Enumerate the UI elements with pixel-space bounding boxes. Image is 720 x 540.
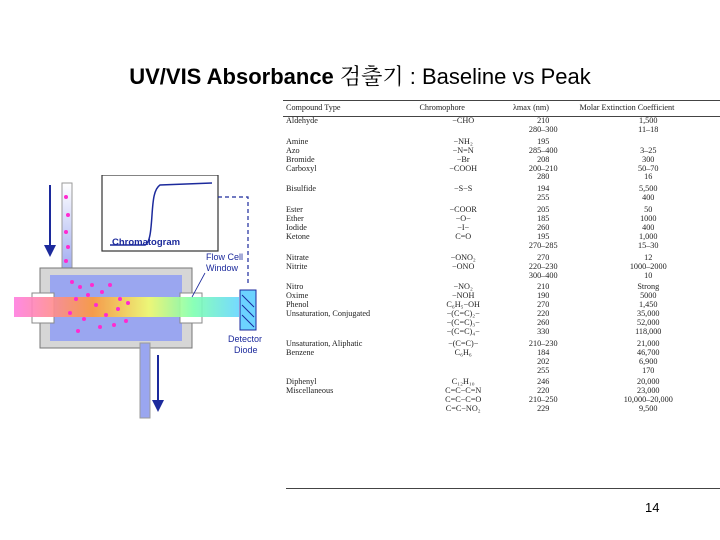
cell-chromophore xyxy=(416,272,510,281)
cell-molar-extinction: 11–18 xyxy=(638,124,659,134)
cell-lambda-max: 330 xyxy=(537,326,550,336)
table-row xyxy=(283,337,720,349)
cell-chromophore xyxy=(416,126,510,135)
cell-molar-extinction: 300 xyxy=(642,154,655,164)
cell-molar-extinction: 20,000 xyxy=(636,377,660,387)
cell-molar-extinction: 6,900 xyxy=(639,356,658,366)
cell-chromophore: −(C=C)₂− xyxy=(446,309,480,319)
cell-compound-type xyxy=(283,173,416,182)
table-row xyxy=(283,135,720,147)
cell-chromophore: C₆H₅−OH xyxy=(446,300,480,310)
cell-lambda-max: 255 xyxy=(537,365,550,375)
table-row xyxy=(283,358,720,367)
cell-molar-extinction: 1000–2000 xyxy=(629,261,667,271)
cell-molar-extinction: 118,000 xyxy=(635,326,662,336)
cell-molar-extinction: 15–30 xyxy=(638,240,659,250)
cell-lambda-max: 190 xyxy=(537,291,550,301)
cell-chromophore xyxy=(416,173,510,182)
table-row xyxy=(283,215,720,224)
cell-chromophore: C=C−C=N xyxy=(445,386,482,396)
cell-lambda-max: 220–230 xyxy=(528,261,558,271)
cell-chromophore xyxy=(416,242,510,251)
cell-lambda-max: 270 xyxy=(537,252,550,262)
cell-chromophore: C=C−NO₂ xyxy=(445,404,481,414)
window-label: Window xyxy=(206,263,239,273)
cell-compound-type: Nitrite xyxy=(286,261,308,271)
cell-chromophore: −NOH xyxy=(452,291,475,301)
cell-compound-type: Ether xyxy=(286,214,304,224)
title-bold: UV/VIS Absorbance xyxy=(129,64,334,89)
cell-compound-type: Bisulfide xyxy=(286,184,317,194)
flow-cell-diagram xyxy=(0,175,290,420)
table-header-row xyxy=(283,101,720,117)
cell-compound-type xyxy=(283,367,416,376)
diode-label: Diode xyxy=(234,345,258,355)
inlet-arrow xyxy=(44,185,56,257)
table-row xyxy=(283,242,720,251)
cell-molar-extinction: 21,000 xyxy=(636,338,660,348)
header-lambda-max: λmax (nm) xyxy=(512,103,549,112)
cell-chromophore: −(C=C)₃− xyxy=(446,318,480,328)
cell-compound-type xyxy=(283,396,416,405)
table-row xyxy=(283,126,720,135)
outlet-arrow xyxy=(152,355,164,412)
cell-molar-extinction: 400 xyxy=(642,193,655,203)
cell-lambda-max: 270–285 xyxy=(528,240,558,250)
cell-chromophore: −O− xyxy=(455,214,471,224)
table-body xyxy=(283,117,720,415)
cell-compound-type: Amine xyxy=(286,136,309,146)
cell-chromophore: −ONO₂ xyxy=(450,252,476,262)
cell-compound-type: Ester xyxy=(286,205,303,215)
cell-lambda-max: 195 xyxy=(537,231,550,241)
chromatogram-label: Chromatogram xyxy=(112,237,181,248)
cell-lambda-max: 260 xyxy=(537,318,550,328)
header-chromophore: Chromophore xyxy=(419,103,465,112)
cell-compound-type: Unsaturation, Conjugated xyxy=(286,309,371,319)
cell-chromophore: −(C=C)− xyxy=(448,338,479,348)
cell-compound-type: Miscellaneous xyxy=(286,386,334,396)
cell-lambda-max: 300–400 xyxy=(528,270,558,280)
table-row xyxy=(283,263,720,272)
cell-molar-extinction: 1,500 xyxy=(639,116,658,125)
cell-chromophore: −NH₂ xyxy=(453,136,473,146)
header-compound-type: Compound Type xyxy=(286,103,341,112)
cell-lambda-max: 210 xyxy=(537,116,550,125)
cell-compound-type: Unsaturation, Aliphatic xyxy=(286,338,363,348)
cell-compound-type xyxy=(283,319,416,328)
table-row xyxy=(283,405,720,414)
table-bottom-rule xyxy=(286,488,720,489)
cell-molar-extinction: 10 xyxy=(644,270,653,280)
cell-chromophore xyxy=(416,358,510,367)
cell-molar-extinction: 5000 xyxy=(640,291,657,301)
cell-compound-type: Carboxyl xyxy=(286,163,317,173)
cell-compound-type: Oxime xyxy=(286,291,309,301)
cell-compound-type: Bromide xyxy=(286,154,315,164)
cell-chromophore: −COOR xyxy=(449,205,477,215)
cell-lambda-max: 255 xyxy=(537,193,550,203)
cell-molar-extinction: 35,000 xyxy=(636,309,660,319)
cell-molar-extinction: 3–25 xyxy=(640,145,657,155)
cell-molar-extinction: 1,450 xyxy=(639,300,658,310)
cell-chromophore: C₆H₆ xyxy=(454,347,472,357)
table-row xyxy=(283,173,720,182)
cell-chromophore: −CHO xyxy=(452,116,475,125)
table-row xyxy=(283,147,720,156)
title-rest: 검출기 : Baseline vs Peak xyxy=(333,64,591,89)
cell-compound-type xyxy=(283,242,416,251)
cell-lambda-max: 194 xyxy=(537,184,550,194)
cell-lambda-max: 195 xyxy=(537,136,550,146)
cell-lambda-max: 280–300 xyxy=(528,124,558,134)
cell-lambda-max: 220 xyxy=(537,386,550,396)
cell-chromophore: −NO₂ xyxy=(453,282,473,292)
cell-molar-extinction: 12 xyxy=(644,252,653,262)
detector-label: Detector xyxy=(228,334,263,344)
cell-lambda-max: 220 xyxy=(537,309,550,319)
cell-molar-extinction: 16 xyxy=(644,172,653,182)
cell-compound-type: Benzene xyxy=(286,347,315,357)
cell-molar-extinction xyxy=(577,135,720,147)
cell-molar-extinction: 52,000 xyxy=(636,318,660,328)
light-beam xyxy=(14,297,239,317)
cell-chromophore: C=O xyxy=(455,231,472,241)
cell-lambda-max: 210–230 xyxy=(528,338,558,348)
cell-molar-extinction: 1000 xyxy=(640,214,657,224)
chromophore-table xyxy=(283,100,720,414)
cell-lambda-max: 184 xyxy=(537,347,550,357)
cell-compound-type xyxy=(283,358,416,367)
cell-molar-extinction: 10,000–20,000 xyxy=(623,395,673,405)
cell-molar-extinction: Strong xyxy=(637,282,660,292)
cell-molar-extinction: 50 xyxy=(644,205,653,215)
cell-compound-type xyxy=(283,272,416,281)
cell-compound-type: Azo xyxy=(286,145,300,155)
cell-lambda-max: 200–210 xyxy=(528,163,558,173)
cell-lambda-max: 270 xyxy=(537,300,550,310)
cell-compound-type xyxy=(283,328,416,337)
cell-lambda-max: 260 xyxy=(537,222,550,232)
cell-molar-extinction: 1,000 xyxy=(639,231,658,241)
table-row xyxy=(283,251,720,263)
table-row xyxy=(283,367,720,376)
cell-compound-type: Nitro xyxy=(286,282,304,292)
header-molar-extinction: Molar Extinction Coefficient xyxy=(579,103,675,112)
table-row xyxy=(283,272,720,281)
cell-lambda-max: 202 xyxy=(537,356,550,366)
table-row xyxy=(283,328,720,337)
cell-lambda-max: 208 xyxy=(537,154,550,164)
cell-compound-type xyxy=(283,405,416,414)
cell-lambda-max: 185 xyxy=(537,214,550,224)
cell-molar-extinction: 50–70 xyxy=(638,163,659,173)
table-row xyxy=(283,165,720,174)
cell-chromophore: −Br xyxy=(456,154,470,164)
cell-lambda-max: 210–250 xyxy=(528,395,558,405)
cell-chromophore: −I− xyxy=(457,222,470,232)
cell-chromophore: C₁₂H₁₀ xyxy=(451,377,475,387)
cell-chromophore: −N=N xyxy=(452,145,474,155)
flow-cell-label: Flow Cell xyxy=(206,252,244,262)
cell-compound-type xyxy=(283,194,416,203)
cell-lambda-max: 280 xyxy=(537,172,550,182)
cell-compound-type: Ketone xyxy=(286,231,310,241)
outlet-tube xyxy=(140,343,150,418)
cell-lambda-max: 246 xyxy=(537,377,550,387)
cell-molar-extinction: 170 xyxy=(642,365,655,375)
cell-molar-extinction: 9,500 xyxy=(639,404,658,414)
cell-chromophore: −COOH xyxy=(449,163,478,173)
cell-chromophore: −(C=C)₄− xyxy=(446,326,480,336)
cell-compound-type: Diphenyl xyxy=(286,377,317,387)
table-row xyxy=(283,182,720,194)
table-row xyxy=(283,194,720,203)
cell-lambda-max: 205 xyxy=(537,205,550,215)
cell-compound-type xyxy=(283,126,416,135)
cell-molar-extinction: 5,500 xyxy=(639,184,658,194)
cell-compound-type: Iodide xyxy=(286,222,307,232)
page-number: 14 xyxy=(645,500,660,515)
cell-chromophore xyxy=(416,194,510,203)
cell-lambda-max: 285–400 xyxy=(528,145,558,155)
cell-molar-extinction: 23,000 xyxy=(636,386,660,396)
cell-chromophore: −ONO xyxy=(452,261,475,271)
cell-chromophore: −S−S xyxy=(454,184,473,194)
cell-compound-type: Aldehyde xyxy=(286,116,318,125)
cell-chromophore xyxy=(416,367,510,376)
cell-molar-extinction: 46,700 xyxy=(636,347,660,357)
slide-title xyxy=(0,60,720,91)
chromophore-table-wrap xyxy=(283,100,720,492)
cell-molar-extinction: 400 xyxy=(642,222,655,232)
cell-lambda-max: 229 xyxy=(537,404,550,414)
cell-chromophore: C=C−C=O xyxy=(445,395,482,405)
cell-compound-type: Phenol xyxy=(286,300,309,310)
cell-compound-type: Nitrate xyxy=(286,252,309,262)
cell-lambda-max: 210 xyxy=(537,282,550,292)
